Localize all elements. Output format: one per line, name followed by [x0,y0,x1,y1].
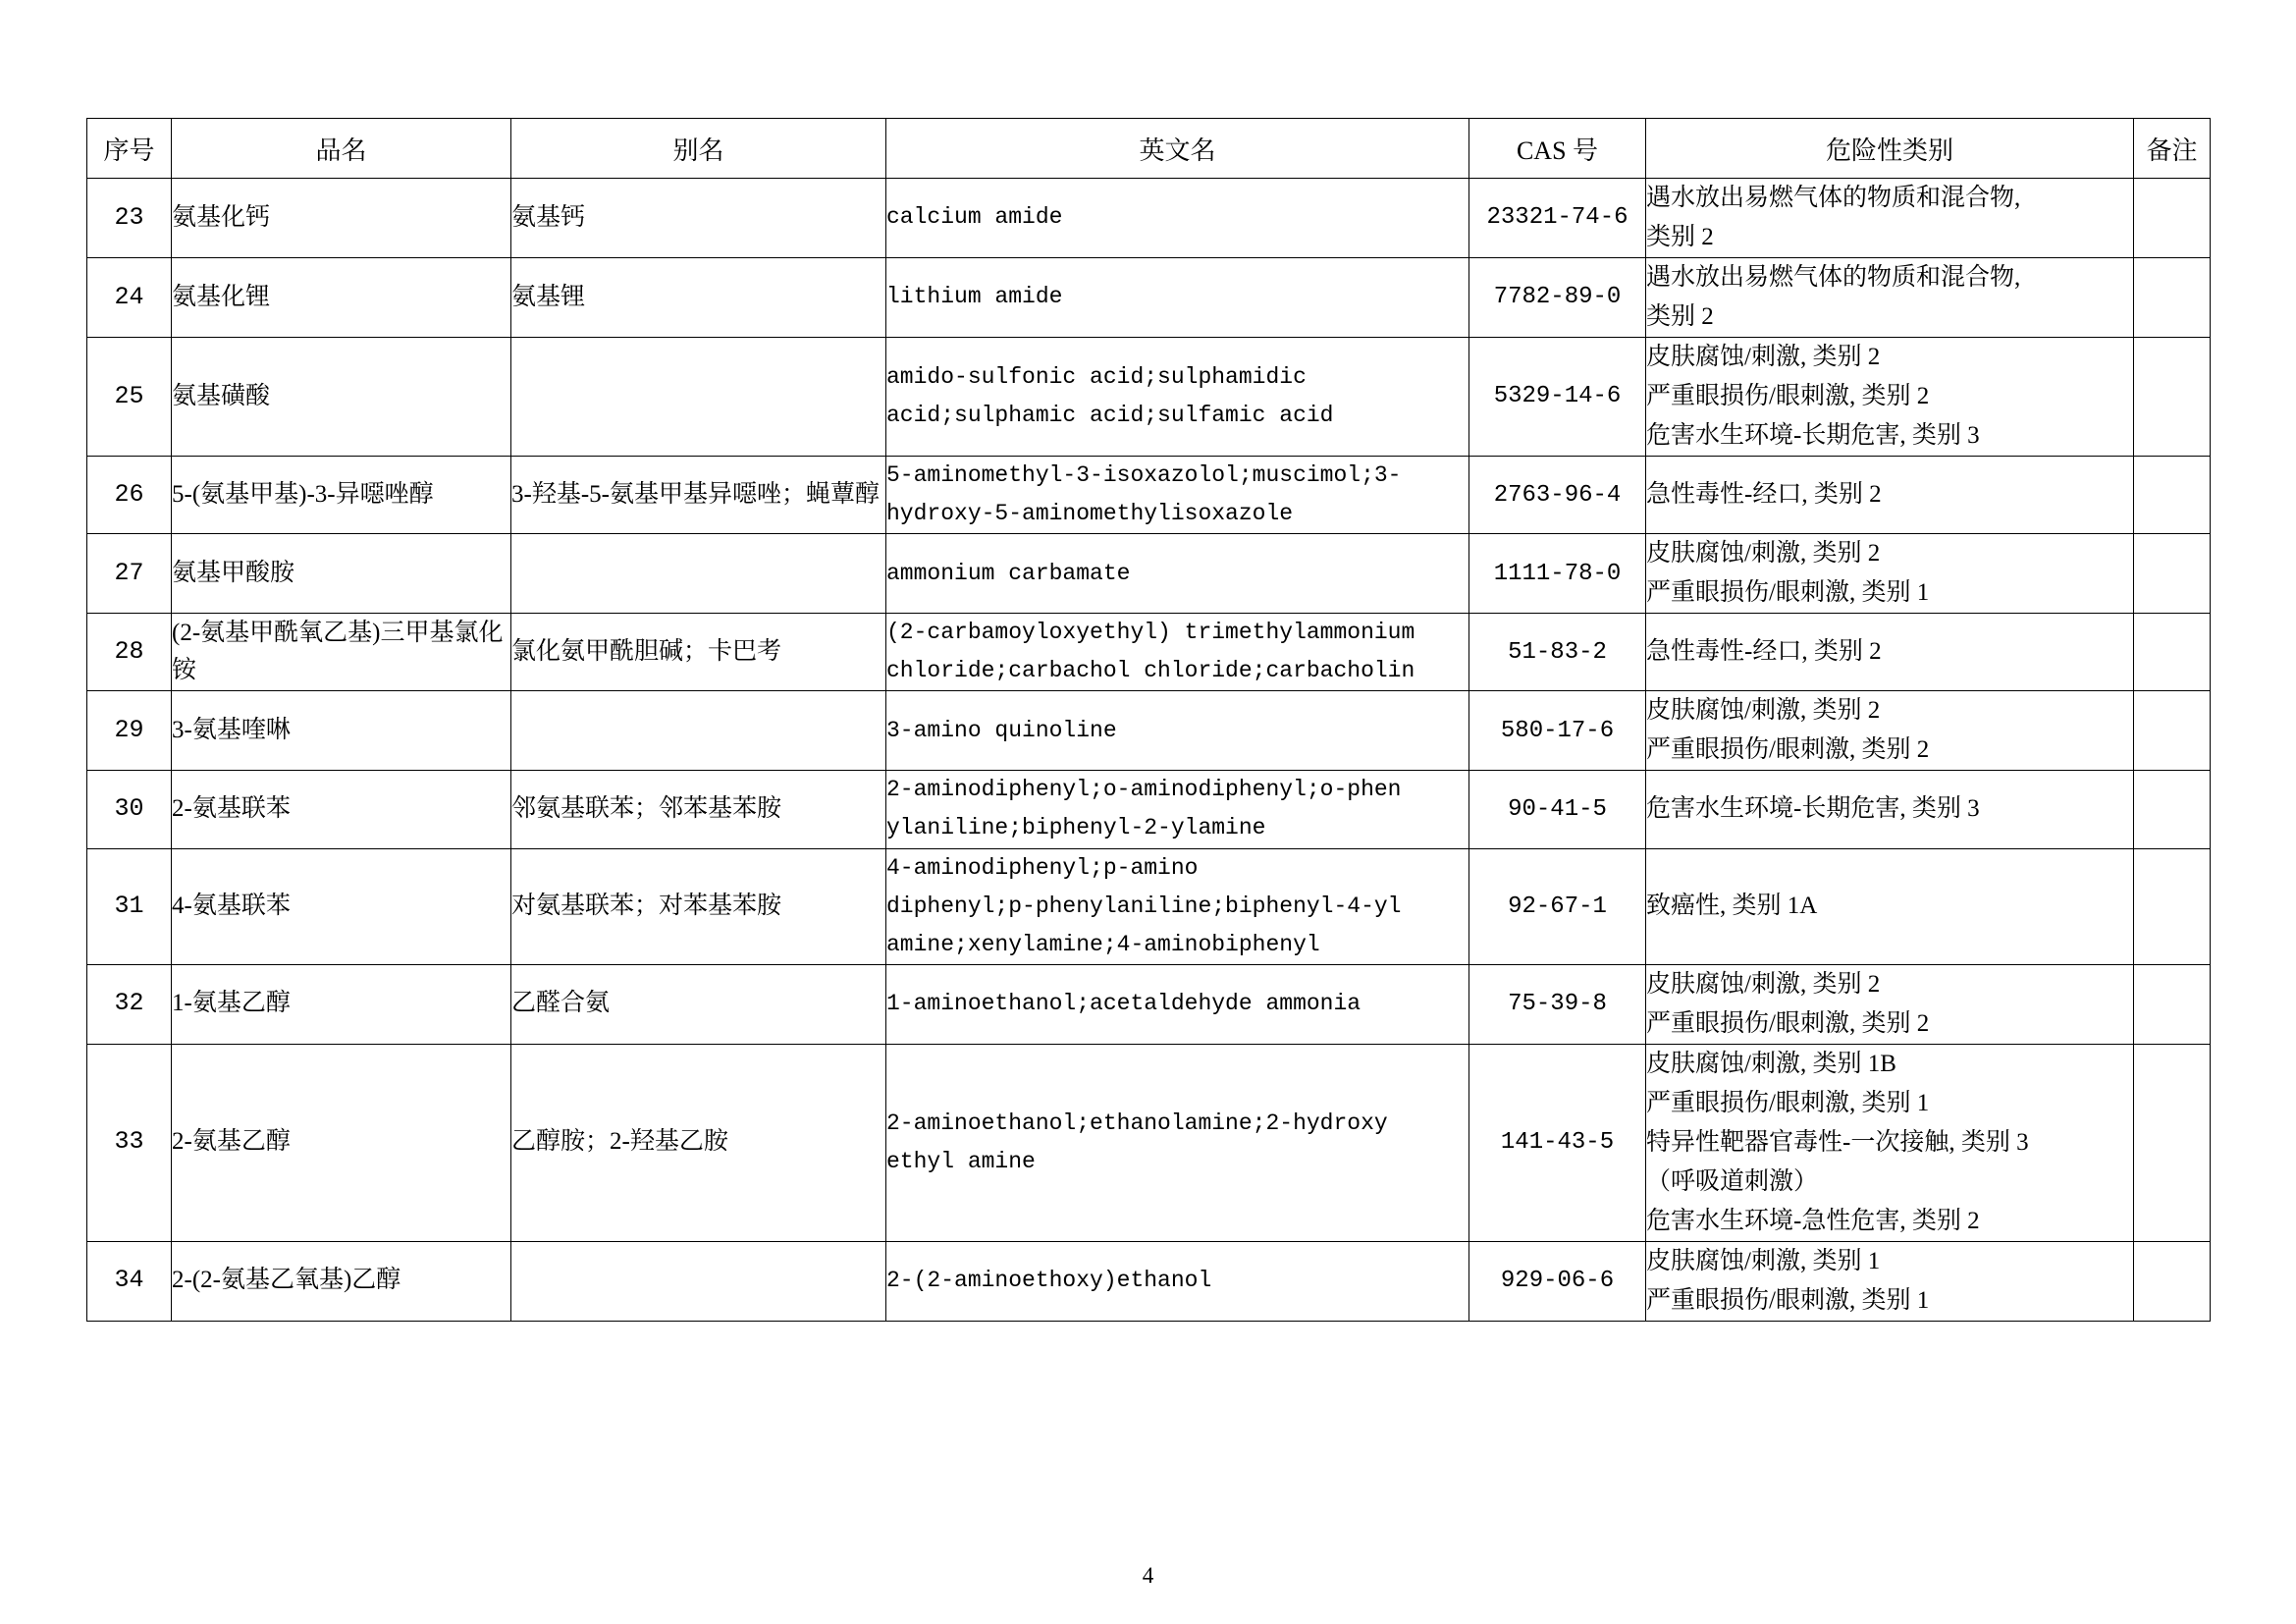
hazard-line: 皮肤腐蚀/刺激, 类别 2 [1646,970,1881,998]
cell-seq: 24 [87,258,172,338]
column-header-remark: 备注 [2134,119,2211,179]
cell-alias: 氨基锂 [511,258,886,338]
table-row [87,258,2211,338]
hazard-line: 急性毒性-经口, 类别 2 [1646,481,1882,509]
cell-seq: 29 [87,691,172,771]
cell-alias [511,534,886,614]
cell-english-name [886,1241,1469,1321]
page-number: 4 [1142,1563,1154,1588]
cell-cas-number: 2763-96-4 [1469,457,1646,534]
cell-remark [2134,848,2211,964]
cell-seq: 28 [87,614,172,691]
cell-product-name: 氨基化锂 [172,258,511,338]
cell-product-name: 2-氨基联苯 [172,771,511,848]
cell-seq: 33 [87,1044,172,1241]
cell-english-name [886,457,1469,534]
cell-alias [511,691,886,771]
cell-alias [511,338,886,457]
cell-cas-number: 929-06-6 [1469,1241,1646,1321]
column-header-seq: 序号 [87,119,172,179]
cell-cas-number: 7782-89-0 [1469,258,1646,338]
table-row [87,457,2211,534]
cell-seq: 32 [87,964,172,1044]
cell-hazard-category [1646,179,2134,258]
table-row [87,534,2211,614]
hazard-line: 危害水生环境-长期危害, 类别 3 [1646,422,1980,449]
cell-remark [2134,614,2211,691]
table-row [87,691,2211,771]
cell-hazard-category [1646,258,2134,338]
cell-remark [2134,964,2211,1044]
table-row [87,848,2211,964]
cell-cas-number: 1111-78-0 [1469,534,1646,614]
cell-hazard-category [1646,691,2134,771]
cell-hazard-category [1646,848,2134,964]
table-row [87,614,2211,691]
english-name-line: lithium amide [886,284,1063,310]
cell-product-name: 3-氨基喹啉 [172,691,511,771]
cell-hazard-category [1646,534,2134,614]
hazard-line: 严重眼损伤/眼刺激, 类别 1 [1646,1089,1930,1116]
english-name-line: chloride;carbachol chloride;carbacholin [886,658,1415,684]
cell-alias: 乙醇胺；2-羟基乙胺 [511,1044,886,1241]
cell-cas-number: 90-41-5 [1469,771,1646,848]
hazardous-chemicals-table [86,118,2211,1322]
cell-hazard-category [1646,964,2134,1044]
english-name-line: 3-amino quinoline [886,717,1117,743]
cell-remark [2134,1241,2211,1321]
cell-alias: 邻氨基联苯；邻苯基苯胺 [511,771,886,848]
table-header-row [87,119,2211,179]
column-header-name: 品名 [172,119,511,179]
column-header-hazard: 危险性类别 [1646,119,2134,179]
cell-english-name [886,258,1469,338]
cell-product-name: 氨基磺酸 [172,338,511,457]
cell-english-name [886,534,1469,614]
cell-product-name: 氨基甲酸胺 [172,534,511,614]
hazard-line: 严重眼损伤/眼刺激, 类别 1 [1646,579,1930,607]
hazard-line: 致癌性, 类别 1A [1646,893,1818,920]
cell-cas-number: 141-43-5 [1469,1044,1646,1241]
cell-hazard-category [1646,457,2134,534]
cell-english-name [886,771,1469,848]
table-row [87,1044,2211,1241]
english-name-line: (2-carbamoyloxyethyl) trimethylammonium [886,620,1415,646]
english-name-line: hydroxy-5-aminomethylisoxazole [886,501,1294,527]
hazard-line: 严重眼损伤/眼刺激, 类别 1 [1646,1286,1930,1314]
cell-english-name [886,1044,1469,1241]
table-row [87,338,2211,457]
cell-product-name: 4-氨基联苯 [172,848,511,964]
cell-cas-number: 23321-74-6 [1469,179,1646,258]
cell-product-name: 2-(2-氨基乙氧基)乙醇 [172,1241,511,1321]
english-name-line: 2-aminodiphenyl;o-aminodiphenyl;o-phen [886,777,1402,803]
column-header-english: 英文名 [886,119,1469,179]
english-name-line: ylaniline;biphenyl-2-ylamine [886,815,1266,841]
cell-alias [511,1241,886,1321]
hazard-line: 遇水放出易燃气体的物质和混合物, [1646,185,2021,211]
english-name-line: diphenyl;p-phenylaniline;biphenyl-4-yl [886,893,1402,919]
cell-remark [2134,1044,2211,1241]
english-name-line: calcium amide [886,204,1063,231]
cell-cas-number: 51-83-2 [1469,614,1646,691]
cell-remark [2134,258,2211,338]
cell-alias: 氨基钙 [511,179,886,258]
cell-alias: 对氨基联苯；对苯基苯胺 [511,848,886,964]
cell-seq: 25 [87,338,172,457]
column-header-cas: CAS 号 [1469,119,1646,179]
hazard-line: 急性毒性-经口, 类别 2 [1646,638,1882,666]
english-name-line: amido-sulfonic acid;sulphamidic [886,363,1307,390]
table-row [87,964,2211,1044]
english-name-line: ammonium carbamate [886,560,1131,586]
cell-cas-number: 75-39-8 [1469,964,1646,1044]
english-name-line: 4-aminodiphenyl;p-amino [886,854,1199,881]
cell-english-name [886,848,1469,964]
hazard-line: 皮肤腐蚀/刺激, 类别 2 [1646,540,1881,568]
cell-remark [2134,691,2211,771]
cell-cas-number: 5329-14-6 [1469,338,1646,457]
cell-remark [2134,457,2211,534]
english-name-line: 2-(2-aminoethoxy)ethanol [886,1268,1212,1294]
cell-seq: 23 [87,179,172,258]
cell-alias: 乙醛合氨 [511,964,886,1044]
hazard-line: 危害水生环境-长期危害, 类别 3 [1646,795,1980,823]
cell-seq: 30 [87,771,172,848]
hazard-line: 皮肤腐蚀/刺激, 类别 1 [1646,1247,1881,1274]
cell-cas-number: 580-17-6 [1469,691,1646,771]
hazard-line: 皮肤腐蚀/刺激, 类别 2 [1646,697,1881,725]
cell-seq: 26 [87,457,172,534]
cell-cas-number: 92-67-1 [1469,848,1646,964]
hazard-line: （呼吸道刺激） [1646,1167,1819,1195]
cell-seq: 27 [87,534,172,614]
table-row [87,771,2211,848]
cell-remark [2134,338,2211,457]
cell-english-name [886,691,1469,771]
cell-alias: 氯化氨甲酰胆碱；卡巴考 [511,614,886,691]
cell-hazard-category [1646,771,2134,848]
english-name-line: 2-aminoethanol;ethanolamine;2-hydroxy [886,1110,1388,1136]
cell-english-name [886,614,1469,691]
cell-hazard-category [1646,1241,2134,1321]
cell-product-name: 5-(氨基甲基)-3-异噁唑醇 [172,457,511,534]
cell-english-name [886,338,1469,457]
hazard-line: 皮肤腐蚀/刺激, 类别 1B [1646,1050,1896,1077]
hazard-line: 类别 2 [1646,303,1714,330]
hazard-line: 严重眼损伤/眼刺激, 类别 2 [1646,736,1930,764]
cell-product-name: 氨基化钙 [172,179,511,258]
cell-product-name: (2-氨基甲酰氧乙基)三甲基氯化铵 [172,614,511,691]
hazard-line: 类别 2 [1646,224,1714,250]
hazard-line: 遇水放出易燃气体的物质和混合物, [1646,264,2021,291]
cell-remark [2134,771,2211,848]
cell-hazard-category [1646,338,2134,457]
english-name-line: ethyl amine [886,1148,1036,1174]
cell-english-name [886,964,1469,1044]
hazard-line: 特异性靶器官毒性-一次接触, 类别 3 [1646,1128,2029,1156]
cell-remark [2134,179,2211,258]
hazard-line: 严重眼损伤/眼刺激, 类别 2 [1646,1009,1930,1037]
table-row [87,179,2211,258]
cell-seq: 31 [87,848,172,964]
cell-hazard-category [1646,1044,2134,1241]
hazard-line: 严重眼损伤/眼刺激, 类别 2 [1646,383,1930,409]
english-name-line: acid;sulphamic acid;sulfamic acid [886,403,1334,428]
hazard-line: 危害水生环境-急性危害, 类别 2 [1646,1207,1980,1234]
table-row [87,1241,2211,1321]
cell-english-name [886,179,1469,258]
english-name-line: 1-aminoethanol;acetaldehyde ammonia [886,991,1362,1017]
cell-seq: 34 [87,1241,172,1321]
cell-product-name: 2-氨基乙醇 [172,1044,511,1241]
cell-hazard-category [1646,614,2134,691]
column-header-alias: 别名 [511,119,886,179]
cell-product-name: 1-氨基乙醇 [172,964,511,1044]
hazard-line: 皮肤腐蚀/刺激, 类别 2 [1646,344,1881,370]
english-name-line: amine;xenylamine;4-aminobiphenyl [886,931,1320,957]
cell-alias: 3-羟基-5-氨基甲基异噁唑；蝇蕈醇 [511,457,886,534]
cell-remark [2134,534,2211,614]
english-name-line: 5-aminomethyl-3-isoxazolol;muscimol;3- [886,462,1402,488]
